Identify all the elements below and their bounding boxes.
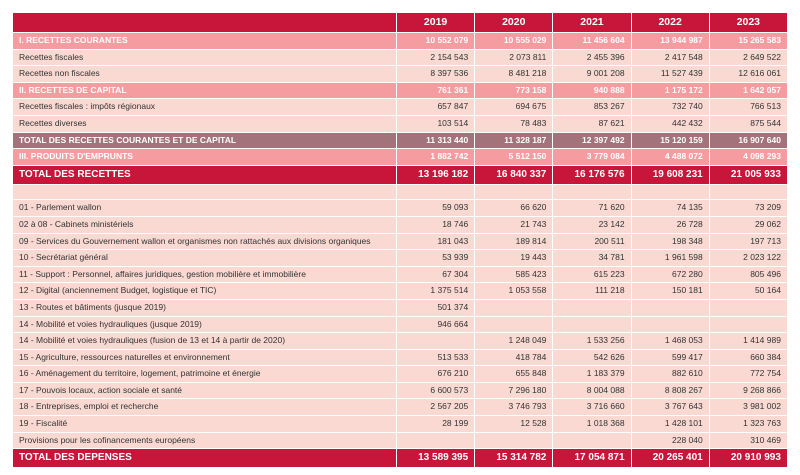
row-label: I. RECETTES COURANTES (13, 33, 397, 50)
value-cell: 1 533 256 (553, 333, 631, 350)
value-cell: 599 417 (631, 349, 709, 366)
value-cell: 53 939 (397, 250, 475, 267)
value-cell: 10 552 079 (397, 33, 475, 50)
value-cell: 1 882 742 (397, 149, 475, 166)
table-row (13, 216, 788, 233)
value-cell: 15 120 159 (631, 132, 709, 149)
row-label: 13 - Routes et bâtiments (jusque 2019) (13, 299, 397, 316)
value-cell: 4 488 072 (631, 149, 709, 166)
value-cell: 5 512 150 (475, 149, 553, 166)
value-cell: 3 767 643 (631, 399, 709, 416)
value-cell: 2 023 122 (709, 250, 787, 267)
value-cell: 11 313 440 (397, 132, 475, 149)
value-cell: 74 135 (631, 200, 709, 217)
table-row (13, 416, 788, 433)
value-cell: 181 043 (397, 233, 475, 250)
value-cell (475, 184, 553, 200)
value-cell (475, 316, 553, 333)
value-cell: 6 600 573 (397, 382, 475, 399)
value-cell (631, 299, 709, 316)
value-cell: 8 397 536 (397, 66, 475, 83)
value-cell: 2 154 543 (397, 49, 475, 66)
year-header: 2022 (631, 13, 709, 33)
value-cell: 26 728 (631, 216, 709, 233)
table-row (13, 299, 788, 316)
value-cell: 20 910 993 (709, 449, 787, 468)
value-cell: 3 746 793 (475, 399, 553, 416)
value-cell: 16 907 640 (709, 132, 787, 149)
value-cell: 15 314 782 (475, 449, 553, 468)
value-cell: 676 210 (397, 366, 475, 383)
value-cell: 9 268 866 (709, 382, 787, 399)
row-label: 17 - Pouvois locaux, action sociale et santé (13, 382, 397, 399)
value-cell: 7 296 180 (475, 382, 553, 399)
table-row (13, 366, 788, 383)
table-row (13, 132, 788, 149)
table-row (13, 233, 788, 250)
row-label: 11 - Support : Personnel, affaires juridiques, gestion mobilière et immobilière (13, 266, 397, 283)
value-cell: 418 784 (475, 349, 553, 366)
value-cell: 11 527 439 (631, 66, 709, 83)
year-header: 2019 (397, 13, 475, 33)
value-cell: 1 248 049 (475, 333, 553, 350)
value-cell: 3 981 002 (709, 399, 787, 416)
value-cell: 12 528 (475, 416, 553, 433)
row-label: 10 - Secrétariat général (13, 250, 397, 267)
row-label: Recettes fiscales (13, 49, 397, 66)
value-cell: 875 544 (709, 115, 787, 132)
row-label: 01 - Parlement wallon (13, 200, 397, 217)
value-cell: 732 740 (631, 99, 709, 116)
year-header: 2020 (475, 13, 553, 33)
section-row (13, 82, 788, 99)
value-cell: 21 743 (475, 216, 553, 233)
value-cell: 200 511 (553, 233, 631, 250)
row-label: 14 - Mobilité et voies hydrauliques (fusion de 13 et 14 à partir de 2020) (13, 333, 397, 350)
value-cell: 310 469 (709, 432, 787, 449)
value-cell: 1 414 989 (709, 333, 787, 350)
value-cell (709, 316, 787, 333)
section-row (13, 149, 788, 166)
table-row (13, 316, 788, 333)
value-cell: 442 432 (631, 115, 709, 132)
value-cell: 29 062 (709, 216, 787, 233)
value-cell (397, 333, 475, 350)
value-cell: 11 456 604 (553, 33, 631, 50)
value-cell: 1 018 368 (553, 416, 631, 433)
value-cell: 660 384 (709, 349, 787, 366)
row-label: 19 - Fiscalité (13, 416, 397, 433)
row-label: 14 - Mobilité et voies hydrauliques (jusque 2019) (13, 316, 397, 333)
row-label: Recettes fiscales : impôts régionaux (13, 99, 397, 116)
value-cell: 1 428 101 (631, 416, 709, 433)
value-cell: 13 944 987 (631, 33, 709, 50)
value-cell: 8 481 218 (475, 66, 553, 83)
table-row (13, 184, 788, 200)
value-cell: 655 848 (475, 366, 553, 383)
row-label: III. PRODUITS D'EMPRUNTS (13, 149, 397, 166)
row-label: 12 - Digital (anciennement Budget, logistique et TIC) (13, 283, 397, 300)
value-cell (397, 432, 475, 449)
value-cell: 73 209 (709, 200, 787, 217)
year-header: 2021 (553, 13, 631, 33)
table-row (13, 266, 788, 283)
value-cell: 2 455 396 (553, 49, 631, 66)
value-cell: 657 847 (397, 99, 475, 116)
table-row (13, 250, 788, 267)
value-cell (631, 184, 709, 200)
value-cell: 3 779 084 (553, 149, 631, 166)
value-cell: 34 781 (553, 250, 631, 267)
value-cell: 18 746 (397, 216, 475, 233)
value-cell: 21 005 933 (709, 165, 787, 184)
value-cell: 946 664 (397, 316, 475, 333)
section-row (13, 33, 788, 50)
row-label: II. RECETTES DE CAPITAL (13, 82, 397, 99)
table-row (13, 99, 788, 116)
value-cell: 13 196 182 (397, 165, 475, 184)
value-cell: 672 280 (631, 266, 709, 283)
value-cell: 2 417 548 (631, 49, 709, 66)
row-label: TOTAL DES RECETTES COURANTES ET DE CAPITAL (13, 132, 397, 149)
value-cell: 761 361 (397, 82, 475, 99)
value-cell: 4 098 293 (709, 149, 787, 166)
row-label (13, 184, 397, 200)
value-cell: 78 483 (475, 115, 553, 132)
value-cell (553, 184, 631, 200)
value-cell (553, 432, 631, 449)
value-cell: 67 304 (397, 266, 475, 283)
value-cell: 513 533 (397, 349, 475, 366)
row-label: Recettes diverses (13, 115, 397, 132)
value-cell: 772 754 (709, 366, 787, 383)
value-cell: 228 040 (631, 432, 709, 449)
value-cell: 2 073 811 (475, 49, 553, 66)
value-cell (709, 299, 787, 316)
table-row (13, 382, 788, 399)
value-cell: 198 348 (631, 233, 709, 250)
value-cell: 882 610 (631, 366, 709, 383)
budget-table-container (12, 12, 787, 468)
value-cell: 19 443 (475, 250, 553, 267)
value-cell: 585 423 (475, 266, 553, 283)
value-cell: 10 555 029 (475, 33, 553, 50)
value-cell: 1 175 172 (631, 82, 709, 99)
value-cell: 12 616 061 (709, 66, 787, 83)
value-cell: 3 716 660 (553, 399, 631, 416)
table-row (13, 349, 788, 366)
value-cell: 66 620 (475, 200, 553, 217)
value-cell: 15 265 583 (709, 33, 787, 50)
row-label: Provisions pour les cofinancements européens (13, 432, 397, 449)
value-cell: 59 093 (397, 200, 475, 217)
budget-table (12, 12, 788, 468)
value-cell: 19 608 231 (631, 165, 709, 184)
year-header: 2023 (709, 13, 787, 33)
total-row (13, 449, 788, 468)
value-cell (709, 184, 787, 200)
value-cell (475, 432, 553, 449)
value-cell: 853 267 (553, 99, 631, 116)
value-cell: 2 567 205 (397, 399, 475, 416)
value-cell (397, 184, 475, 200)
header-label-cell (13, 13, 397, 33)
value-cell: 694 675 (475, 99, 553, 116)
table-row (13, 283, 788, 300)
value-cell: 501 374 (397, 299, 475, 316)
value-cell: 17 054 871 (553, 449, 631, 468)
value-cell: 9 001 208 (553, 66, 631, 83)
value-cell: 11 328 187 (475, 132, 553, 149)
value-cell: 150 181 (631, 283, 709, 300)
value-cell: 50 164 (709, 283, 787, 300)
table-row (13, 115, 788, 132)
row-label: 18 - Entreprises, emploi et recherche (13, 399, 397, 416)
value-cell: 8 004 088 (553, 382, 631, 399)
row-label: TOTAL DES RECETTES (13, 165, 397, 184)
table-row (13, 200, 788, 217)
value-cell: 1 053 558 (475, 283, 553, 300)
value-cell (475, 299, 553, 316)
row-label: 02 à 08 - Cabinets ministériels (13, 216, 397, 233)
value-cell: 766 513 (709, 99, 787, 116)
table-row (13, 66, 788, 83)
value-cell: 615 223 (553, 266, 631, 283)
value-cell: 8 808 267 (631, 382, 709, 399)
table-row (13, 49, 788, 66)
value-cell: 23 142 (553, 216, 631, 233)
value-cell: 16 840 337 (475, 165, 553, 184)
value-cell: 13 589 395 (397, 449, 475, 468)
table-row (13, 333, 788, 350)
row-label: 09 - Services du Gouvernement wallon et organismes non rattachés aux divisions organiques (13, 233, 397, 250)
value-cell (631, 316, 709, 333)
value-cell: 1 961 598 (631, 250, 709, 267)
value-cell: 71 620 (553, 200, 631, 217)
value-cell: 805 496 (709, 266, 787, 283)
value-cell: 1 642 057 (709, 82, 787, 99)
value-cell: 197 713 (709, 233, 787, 250)
table-row (13, 399, 788, 416)
row-label: 15 - Agriculture, ressources naturelles et environnement (13, 349, 397, 366)
value-cell: 542 626 (553, 349, 631, 366)
value-cell: 940 888 (553, 82, 631, 99)
header-row (13, 13, 788, 33)
value-cell: 28 199 (397, 416, 475, 433)
value-cell: 111 218 (553, 283, 631, 300)
table-body (13, 33, 788, 468)
value-cell: 16 176 576 (553, 165, 631, 184)
row-label: Recettes non fiscales (13, 66, 397, 83)
value-cell: 103 514 (397, 115, 475, 132)
value-cell: 1 183 379 (553, 366, 631, 383)
value-cell: 773 158 (475, 82, 553, 99)
value-cell: 2 649 522 (709, 49, 787, 66)
value-cell: 12 397 492 (553, 132, 631, 149)
value-cell: 20 265 401 (631, 449, 709, 468)
value-cell: 1 468 053 (631, 333, 709, 350)
value-cell: 87 621 (553, 115, 631, 132)
table-row (13, 432, 788, 449)
value-cell (553, 299, 631, 316)
row-label: TOTAL DES DEPENSES (13, 449, 397, 468)
total-row (13, 165, 788, 184)
value-cell (553, 316, 631, 333)
value-cell: 1 323 763 (709, 416, 787, 433)
row-label: 16 - Aménagement du territoire, logement, patrimoine et énergie (13, 366, 397, 383)
value-cell: 189 814 (475, 233, 553, 250)
value-cell: 1 375 514 (397, 283, 475, 300)
